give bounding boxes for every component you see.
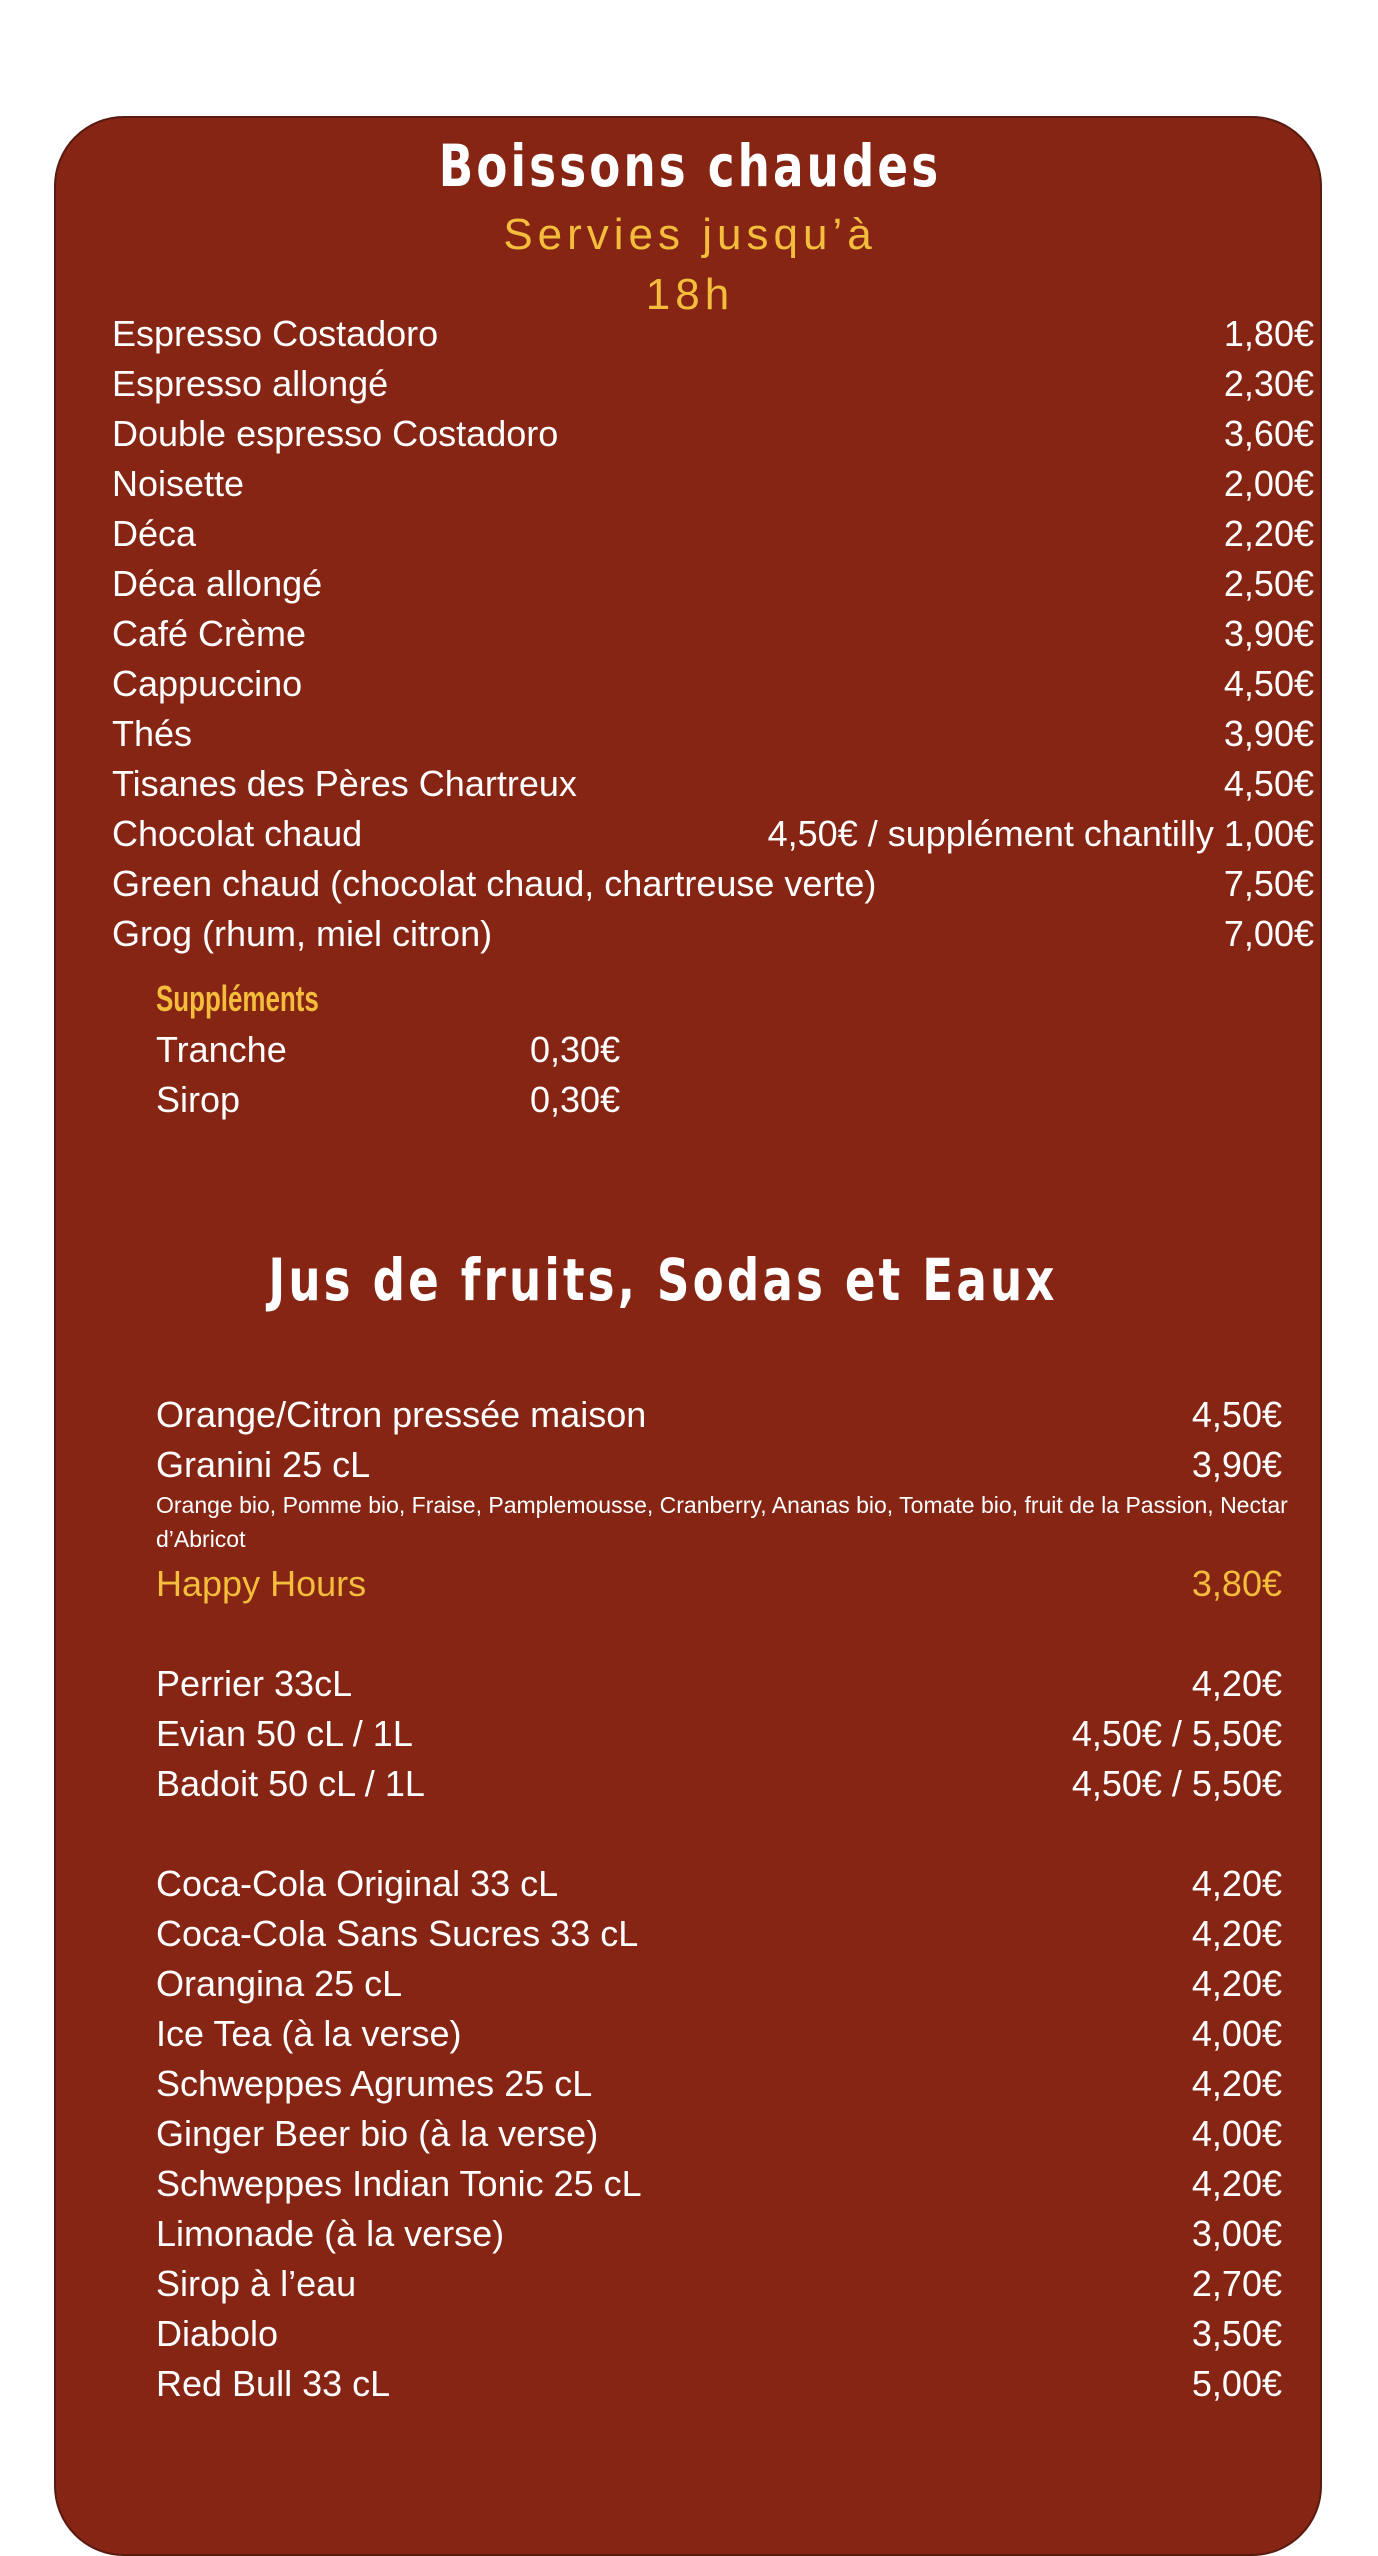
item-price: 4,50€ — [1223, 663, 1314, 704]
granini-flavours: Orange bio, Pomme bio, Fraise, Pamplemousse, Cranberry, Ananas bio, Tomate bio, fruit de la Passion, Nectar d’Abricot — [156, 1492, 1288, 1552]
item-name: Limonade (à la verse) — [156, 2213, 505, 2254]
menu-item — [112, 459, 1314, 509]
item-price: 1,80€ — [1223, 313, 1314, 354]
item-name: Green chaud (chocolat chaud, chartreuse verte) — [112, 863, 877, 904]
item-price: 4,20€ — [1191, 1663, 1282, 1704]
item-name: Noisette — [112, 463, 245, 504]
menu-item — [156, 2059, 1282, 2109]
item-price: 7,00€ — [1223, 913, 1314, 954]
item-name: Déca — [112, 513, 197, 554]
item-price: 4,50€ / 5,50€ — [1071, 1713, 1282, 1754]
menu-card — [54, 116, 1322, 2556]
hot-drinks-subtitle-line2: 18h — [645, 270, 735, 319]
item-price: 3,00€ — [1191, 2213, 1282, 2254]
supplement-item — [156, 1025, 621, 1075]
item-price: 4,20€ — [1191, 1963, 1282, 2004]
item-name: Double espresso Costadoro — [112, 413, 559, 454]
menu-item — [112, 759, 1314, 809]
menu-item — [156, 1659, 1282, 1709]
menu-item — [156, 1959, 1282, 2009]
item-name: Happy Hours — [156, 1563, 367, 1604]
item-name: Granini 25 cL — [156, 1444, 371, 1485]
menu-item — [112, 309, 1314, 359]
menu-item — [112, 909, 1314, 959]
menu-item — [112, 609, 1314, 659]
menu-item — [156, 1390, 1282, 1440]
menu-item — [112, 659, 1314, 709]
item-price: 4,00€ — [1191, 2113, 1282, 2154]
item-price: 7,50€ — [1223, 863, 1314, 904]
item-name: Diabolo — [156, 2313, 279, 2354]
happy-hours-item — [156, 1559, 1282, 1609]
item-name: Espresso allongé — [112, 363, 389, 404]
menu-item — [112, 409, 1314, 459]
item-name: Déca allongé — [112, 563, 323, 604]
item-name: Ginger Beer bio (à la verse) — [156, 2113, 599, 2154]
item-name: Orangina 25 cL — [156, 1963, 403, 2004]
menu-item — [156, 2159, 1282, 2209]
menu-item — [156, 1759, 1282, 1809]
item-name: Sirop à l’eau — [156, 2263, 357, 2304]
menu-item — [112, 809, 1314, 859]
item-price: 3,80€ — [1191, 1563, 1282, 1604]
supplement-name: Tranche — [156, 1029, 287, 1070]
supplement-price: 0,30€ — [530, 1029, 621, 1070]
item-price: 5,00€ — [1191, 2363, 1282, 2404]
item-name: Evian 50 cL / 1L — [156, 1713, 413, 1754]
item-price: 4,20€ — [1191, 1863, 1282, 1904]
menu-item — [156, 2109, 1282, 2159]
item-price: 2,00€ — [1223, 463, 1314, 504]
item-price: 4,20€ — [1191, 2063, 1282, 2104]
item-price: 3,50€ — [1191, 2313, 1282, 2354]
item-price: 4,20€ — [1191, 1913, 1282, 1954]
item-name: Orange/Citron pressée maison — [156, 1394, 647, 1435]
supplements-title: Suppléments — [156, 978, 319, 1019]
menu-item — [112, 709, 1314, 759]
item-name: Coca-Cola Original 33 cL — [156, 1863, 559, 1904]
item-price: 4,50€ / supplément chantilly 1,00€ — [767, 813, 1314, 854]
item-name: Ice Tea (à la verse) — [156, 2013, 462, 2054]
menu-item — [156, 1709, 1282, 1759]
hot-drinks-subtitle-line1: Servies jusqu’à — [503, 210, 877, 259]
item-price: 3,90€ — [1191, 1444, 1282, 1485]
item-price: 3,90€ — [1223, 713, 1314, 754]
supplement-name: Sirop — [156, 1079, 241, 1120]
menu-item — [156, 2009, 1282, 2059]
menu-item — [156, 2359, 1282, 2409]
menu-item — [156, 2259, 1282, 2309]
menu-item — [156, 1859, 1282, 1909]
menu-item — [112, 859, 1314, 909]
item-name: Schweppes Agrumes 25 cL — [156, 2063, 593, 2104]
item-name: Grog (rhum, miel citron) — [112, 913, 493, 954]
item-price: 4,50€ — [1223, 763, 1314, 804]
item-price: 4,50€ — [1191, 1394, 1282, 1435]
menu-item — [156, 1440, 1282, 1490]
cold-drinks-title: Jus de fruits, Sodas et Eaux — [268, 1246, 1058, 1314]
item-price: 3,90€ — [1223, 613, 1314, 654]
menu-item — [112, 559, 1314, 609]
menu-item — [112, 359, 1314, 409]
item-price: 2,70€ — [1191, 2263, 1282, 2304]
item-price: 4,20€ — [1191, 2163, 1282, 2204]
item-name: Café Crème — [112, 613, 307, 654]
hot-drinks-title: Boissons chaudes — [438, 132, 942, 200]
item-price: 2,50€ — [1223, 563, 1314, 604]
item-price: 2,20€ — [1223, 513, 1314, 554]
supplement-price: 0,30€ — [530, 1079, 621, 1120]
item-name: Espresso Costadoro — [112, 313, 439, 354]
item-name: Thés — [112, 713, 193, 754]
menu-item — [112, 509, 1314, 559]
item-price: 3,60€ — [1223, 413, 1314, 454]
item-price: 4,00€ — [1191, 2013, 1282, 2054]
supplement-item — [156, 1075, 621, 1125]
item-name: Chocolat chaud — [112, 813, 363, 854]
item-name: Perrier 33cL — [156, 1663, 353, 1704]
item-name: Coca-Cola Sans Sucres 33 cL — [156, 1913, 639, 1954]
item-name: Schweppes Indian Tonic 25 cL — [156, 2163, 642, 2204]
menu-item — [156, 2209, 1282, 2259]
item-name: Red Bull 33 cL — [156, 2363, 391, 2404]
menu-item — [156, 2309, 1282, 2359]
menu-item — [156, 1909, 1282, 1959]
item-price: 2,30€ — [1223, 363, 1314, 404]
item-name: Tisanes des Pères Chartreux — [112, 763, 577, 804]
item-name: Badoit 50 cL / 1L — [156, 1763, 425, 1804]
item-price: 4,50€ / 5,50€ — [1071, 1763, 1282, 1804]
item-name: Cappuccino — [112, 663, 303, 704]
